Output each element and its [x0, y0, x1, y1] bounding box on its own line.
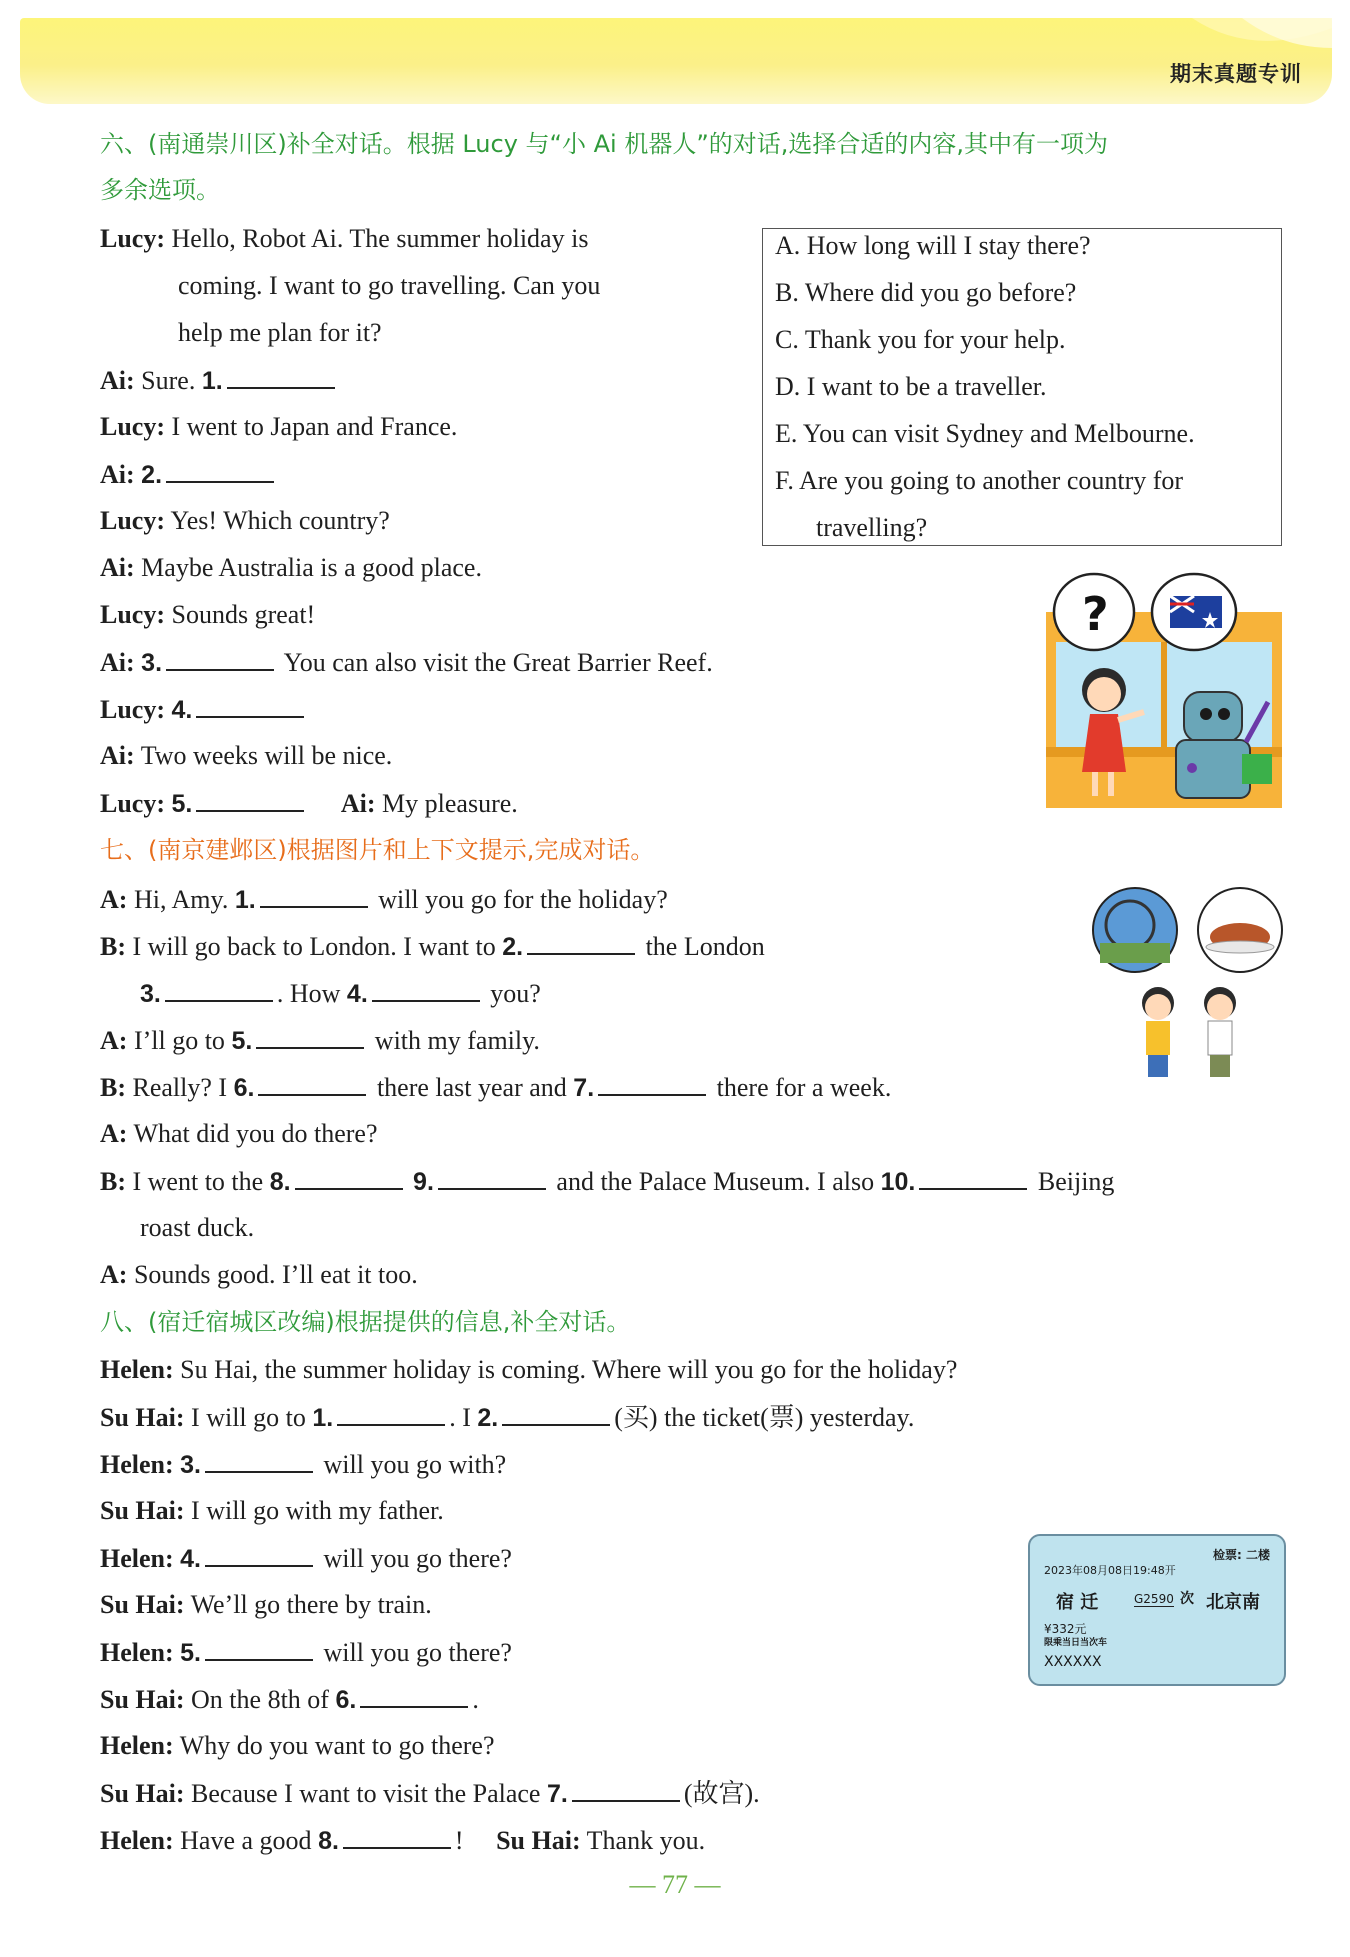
answer-blank[interactable]	[227, 367, 335, 389]
dialogue-line: Su Hai: On the 8th of 6. .	[100, 1685, 479, 1714]
dialogue-line: Lucy: Hello, Robot Ai. The summer holiday is	[100, 224, 589, 253]
option-d: D. I want to be a traveller.	[775, 372, 1047, 401]
svg-text:?: ?	[1082, 587, 1109, 641]
answer-blank[interactable]	[502, 1404, 610, 1426]
dialogue-line: Su Hai: I will go to 1. . I 2. (买) the ticket(票) yesterday.	[100, 1403, 915, 1432]
ticket-train: G2590	[1134, 1592, 1174, 1606]
dialogue-line: Ai: Two weeks will be nice.	[100, 741, 393, 770]
dialogue-line: B: I went to the 8. 9. and the Palace Museum. I also 10. Beijing	[100, 1167, 1115, 1196]
page-number: — 77 —	[629, 1870, 721, 1899]
section-8-title: 八、(宿迁宿城区改编)根据提供的信息,补全对话。	[100, 1308, 631, 1336]
answer-blank[interactable]	[166, 461, 274, 483]
dialogue-line: Ai: Maybe Australia is a good place.	[100, 553, 482, 582]
answer-blank[interactable]	[919, 1168, 1027, 1190]
dialogue-line: Lucy: 4.	[100, 696, 308, 723]
dialogue-line: Su Hai: Because I want to visit the Palace 7. (故宫).	[100, 1779, 760, 1808]
answer-blank[interactable]	[343, 1827, 451, 1849]
dialogue-line: A: What did you do there?	[100, 1119, 378, 1148]
option-f-cont: travelling?	[816, 513, 928, 542]
ticket-id: XXXXXX	[1044, 1654, 1102, 1670]
dialogue-line: Lucy: Yes! Which country?	[100, 506, 390, 535]
dialogue-line: A: Sounds good. I’ll eat it too.	[100, 1260, 418, 1289]
dialogue-line: B: I will go back to London. I want to 2. the London	[100, 932, 765, 961]
answer-blank[interactable]	[205, 1545, 313, 1567]
dialogue-line: Su Hai: We’ll go there by train.	[100, 1590, 432, 1619]
option-c: C. Thank you for your help.	[775, 325, 1066, 354]
answer-blank[interactable]	[337, 1404, 445, 1426]
answer-blank[interactable]	[205, 1639, 313, 1661]
dialogue-line: A: I’ll go to 5. with my family.	[100, 1026, 540, 1055]
ticket-datetime: 2023年08月08日19:48开	[1044, 1564, 1176, 1577]
answer-blank[interactable]	[196, 790, 304, 812]
section-6-title-cont: 多余选项。	[100, 176, 220, 204]
dialogue-line: roast duck.	[140, 1213, 255, 1242]
answer-blank[interactable]	[295, 1168, 403, 1190]
ticket-check: 检票: 二楼	[1213, 1548, 1270, 1562]
answer-blank[interactable]	[165, 980, 273, 1002]
answer-blank[interactable]	[598, 1074, 706, 1096]
dialogue-line: Helen: 5. will you go there?	[100, 1638, 512, 1667]
header-banner	[20, 18, 1332, 104]
answer-blank[interactable]	[196, 696, 304, 718]
dialogue-line: 3. . How 4. you?	[140, 979, 541, 1008]
answer-blank[interactable]	[260, 886, 368, 908]
answer-blank[interactable]	[258, 1074, 366, 1096]
dialogue-line: coming. I want to go travelling. Can you	[178, 271, 601, 300]
ticket-price: ¥332元	[1044, 1622, 1087, 1636]
dialogue-line: Su Hai: I will go with my father.	[100, 1496, 444, 1525]
dialogue-line: Helen: Why do you want to go there?	[100, 1731, 495, 1760]
ticket-from: 宿 迁	[1056, 1592, 1099, 1613]
dialogue-line: Helen: Su Hai, the summer holiday is coming. Where will you go for the holiday?	[100, 1355, 958, 1384]
option-a: A. How long will I stay there?	[775, 231, 1091, 260]
dialogue-line: Helen: 3. will you go with?	[100, 1450, 507, 1479]
dialogue-line: B: Really? I 6. there last year and 7. there for a week.	[100, 1073, 892, 1102]
dialogue-line: Lucy: I went to Japan and France.	[100, 412, 458, 441]
answer-blank[interactable]	[438, 1168, 546, 1190]
option-e: E. You can visit Sydney and Melbourne.	[775, 419, 1195, 448]
ticket-note: 限乘当日当次车	[1044, 1638, 1108, 1648]
answer-blank[interactable]	[572, 1780, 680, 1802]
answer-blank[interactable]	[205, 1451, 313, 1473]
dialogue-line: Ai: Sure. 1.	[100, 367, 339, 394]
ticket-to: 北京南	[1206, 1592, 1260, 1613]
dialogue-line: Helen: 4. will you go there?	[100, 1544, 512, 1573]
answer-blank[interactable]	[527, 933, 635, 955]
girl-robot-illustration	[1046, 572, 1282, 808]
option-f: F. Are you going to another country for	[775, 466, 1184, 495]
answer-blank[interactable]	[372, 980, 480, 1002]
answer-blank[interactable]	[256, 1027, 364, 1049]
section-6-title: 六、(南通崇川区)补全对话。根据 Lucy 与“小 Ai 机器人”的对话,选择合适的内容,其中有一项为	[100, 130, 1109, 158]
dialogue-line: Ai: 2.	[100, 461, 278, 488]
answer-blank[interactable]	[166, 649, 274, 671]
section-7-title: 七、(南京建邺区)根据图片和上下文提示,完成对话。	[100, 836, 655, 864]
page-header-title: 期末真题专训	[1170, 62, 1302, 86]
dialogue-line: Lucy: Sounds great!	[100, 600, 316, 629]
ticket-train-suffix: 次	[1180, 1591, 1194, 1607]
dialogue-line: Ai: 3. You can also visit the Great Barrier Reef.	[100, 648, 713, 677]
dialogue-line: help me plan for it?	[178, 318, 382, 347]
train-ticket	[1028, 1534, 1286, 1686]
answer-blank[interactable]	[360, 1686, 468, 1708]
kids-travel-illustration	[1090, 885, 1290, 1085]
option-b: B. Where did you go before?	[775, 278, 1077, 307]
dialogue-line: Helen: Have a good 8. ! Su Hai: Thank you.	[100, 1826, 706, 1855]
dialogue-line: A: Hi, Amy. 1. will you go for the holiday?	[100, 885, 668, 914]
dialogue-line: Lucy: 5. Ai: My pleasure.	[100, 789, 518, 818]
